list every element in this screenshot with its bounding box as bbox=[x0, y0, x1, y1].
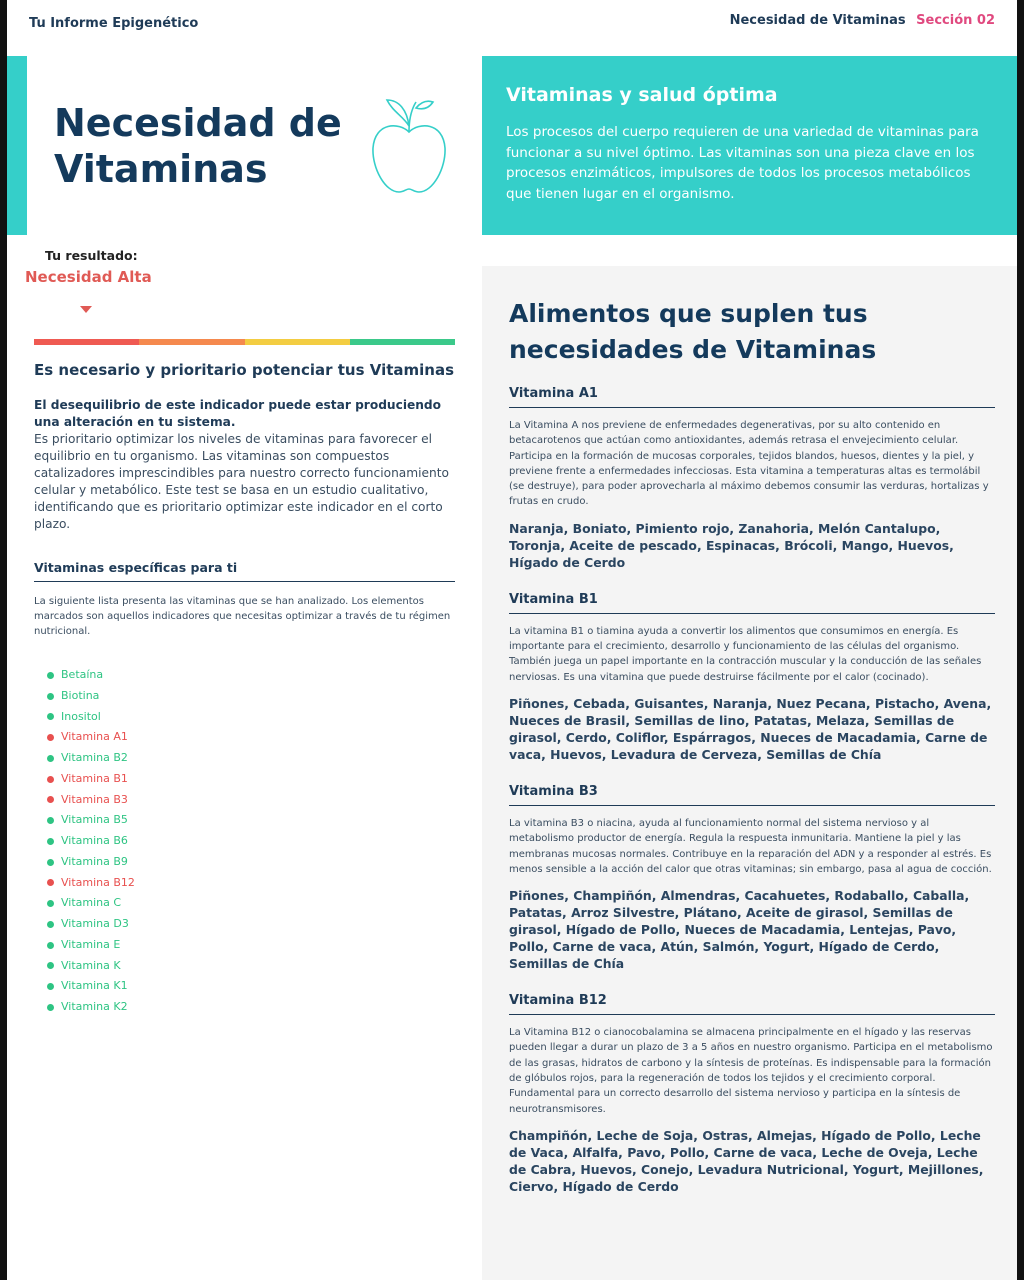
page-title: Necesidad de Vitaminas bbox=[54, 101, 342, 191]
vitamin-name: Vitamina C bbox=[61, 896, 122, 910]
status-dot-icon bbox=[47, 755, 54, 762]
vitamin-list-item bbox=[47, 997, 135, 1018]
food-section bbox=[509, 592, 995, 763]
section-name: Necesidad de Vitaminas bbox=[729, 13, 906, 28]
status-dot-icon bbox=[47, 879, 54, 886]
status-dot-icon bbox=[47, 817, 54, 824]
specific-title: Vitaminas específicas para ti bbox=[34, 560, 455, 582]
vitamin-name: Vitamina A1 bbox=[61, 730, 128, 744]
vitamin-list-item bbox=[47, 831, 135, 852]
vitamin-list-item bbox=[47, 893, 135, 914]
vitamin-name: Vitamina B5 bbox=[61, 813, 128, 827]
vitamin-list-item bbox=[47, 810, 135, 831]
hero-accent-bar bbox=[7, 56, 27, 235]
vitamin-name: Vitamina B12 bbox=[61, 875, 135, 889]
food-section-description: La vitamina B1 o tiamina ayuda a convertir los alimentos que consumimos en energía. Es importante para el crecimiento, desarrollo y funcionamiento de las células del organismo. También juega un papel importante en la contracción muscular y la conducción de las señales nerviosas. Es una vitamina que puede destruirse fácilmente por el calor (cocinado). bbox=[509, 625, 982, 683]
vitamin-list-item bbox=[47, 665, 135, 686]
food-section-title: Vitamina A1 bbox=[509, 386, 995, 408]
status-dot-icon bbox=[47, 672, 54, 679]
intro-heading: Vitaminas y salud óptima bbox=[506, 84, 778, 106]
intro-text: Los procesos del cuerpo requieren de una variedad de vitaminas para funcionar a su nivel óptimo. Las vitaminas son una pieza clave en los procesos enzimáticos, impulsores de todos los procesos metabólicos que tienen lugar en el organismo. bbox=[506, 124, 979, 202]
vitamin-name: Biotina bbox=[61, 688, 100, 702]
vitamin-name: Betaína bbox=[61, 668, 104, 681]
food-section-title: Vitamina B12 bbox=[509, 993, 995, 1015]
food-section-foods: Piñones, Cebada, Guisantes, Naranja, Nuez Pecana, Pistacho, Avena, Nueces de Brasil, Semillas de lino, Patatas, Melaza, Semillas de girasol, Cerdo, Coliflor, Espárragos, Nueces de Macadamia, Carne de vaca, Huevos, Levadura de Cerveza, Semillas de Chía bbox=[509, 695, 992, 762]
vitamin-name: Vitamina B1 bbox=[61, 771, 128, 785]
food-section-title: Vitamina B1 bbox=[509, 592, 995, 614]
food-section bbox=[509, 386, 995, 571]
food-section-foods: Champiñón, Leche de Soja, Ostras, Almejas, Hígado de Pollo, Leche de Vaca, Alfalfa, Pavo, Pollo, Carne de vaca, Leche de Oveja, Leche de Cabra, Huevos, Conejo, Levadura Nutricional, Yogurt, Mejillones, Ciervo, Hígado de Cerdo bbox=[509, 1127, 984, 1194]
vitamin-name: Vitamina B3 bbox=[61, 792, 128, 806]
section-indicator bbox=[730, 13, 995, 28]
vitamin-list-item bbox=[47, 873, 135, 894]
vitamin-name: Vitamina B2 bbox=[61, 751, 128, 764]
report-title: Tu Informe Epigenético bbox=[29, 16, 199, 31]
status-dot-icon bbox=[47, 713, 54, 720]
vitamin-list-item bbox=[47, 976, 135, 997]
status-dot-icon bbox=[47, 1004, 54, 1011]
food-section-description: La Vitamina B12 o cianocobalamina se almacena principalmente en el hígado y las reservas pueden llegar a durar un plazo de 3 a 5 años en nuestro organismo. Participa en el metabolismo de las grasas, hidratos de carbono y la síntesis de proteínas. Es indispensable para la formación de glóbulos rojos, para la regeneración de todos los tejidos y el crecimiento corporal. Fundamental para un correcto desarrollo del sistema nervioso y participa en la síntesis de neurotransmisores. bbox=[509, 1027, 993, 1115]
food-section-description: La vitamina B3 o niacina, ayuda al funcionamiento normal del sistema nervioso y al metabolismo productor de energía. Regula la respuesta inmunitaria. Mantiene la piel y las membranas mucosas normales. Contribuye en la reparación del ADN y a responder al estrés. Es menos sensible a la acción del calor que otras vitaminas; sin embargo, pasa al agua de cocción. bbox=[509, 817, 992, 875]
vitamin-list-item bbox=[47, 914, 135, 935]
result-value: Necesidad Alta bbox=[25, 268, 152, 286]
apple-icon bbox=[369, 96, 449, 196]
section-number: Sección 02 bbox=[916, 13, 995, 28]
vitamin-name: Vitamina K bbox=[61, 958, 121, 972]
vitamin-list-item bbox=[47, 769, 135, 790]
result-label: Tu resultado: bbox=[45, 248, 138, 263]
food-section bbox=[509, 993, 995, 1195]
food-section-foods: Naranja, Boniato, Pimiento rojo, Zanahoria, Melón Cantalupo, Toronja, Aceite de pescado, Espinacas, Brócoli, Mango, Huevos, Hígado de Cerdo bbox=[509, 520, 954, 570]
vitamin-list-item bbox=[47, 956, 135, 977]
status-dot-icon bbox=[47, 962, 54, 969]
food-sections bbox=[509, 386, 995, 1195]
result-scale bbox=[34, 339, 455, 345]
result-marker-icon bbox=[80, 306, 92, 313]
report-page bbox=[7, 0, 1017, 1280]
need-body-text: Es prioritario optimizar los niveles de vitaminas para favorecer el equilibrio en tu organismo. Las vitaminas son compuestos catalizadores imprescindibles para nuestro correcto funcionamiento celular y metabólico. Este test se basa en un estudio cualitativo, identificando que es prioritario optimizar este indicador en el corto plazo. bbox=[34, 432, 449, 531]
vitamin-name: Vitamina K2 bbox=[61, 1000, 128, 1013]
vitamin-list-item bbox=[47, 935, 135, 956]
status-dot-icon bbox=[47, 734, 54, 741]
vitamin-name: Vitamina B6 bbox=[61, 834, 128, 847]
status-dot-icon bbox=[47, 838, 54, 845]
need-title: Es necesario y prioritario potenciar tus Vitaminas bbox=[34, 361, 455, 379]
vitamin-name: Vitamina B9 bbox=[61, 854, 128, 868]
specific-description: La siguiente lista presenta las vitaminas que se han analizado. Los elementos marcados son aquellos indicadores que necesitas optimizar a través de tu régimen nutricional. bbox=[34, 596, 451, 637]
need-lead: El desequilibrio de este indicador puede estar produciendo una alteración en tu sistema. bbox=[34, 398, 442, 429]
status-dot-icon bbox=[47, 693, 54, 700]
vitamin-list-item bbox=[47, 748, 135, 769]
vitamin-list-item bbox=[47, 686, 135, 707]
food-section bbox=[509, 784, 995, 972]
vitamin-list-item bbox=[47, 727, 135, 748]
scale-segment bbox=[34, 339, 139, 345]
scale-segment bbox=[245, 339, 350, 345]
foods-panel bbox=[482, 266, 1017, 1280]
vitamin-list-item bbox=[47, 707, 135, 728]
status-dot-icon bbox=[47, 921, 54, 928]
status-dot-icon bbox=[47, 900, 54, 907]
status-dot-icon bbox=[47, 859, 54, 866]
vitamin-name: Vitamina E bbox=[61, 937, 121, 951]
intro-panel bbox=[482, 56, 1017, 235]
vitamin-name: Vitamina D3 bbox=[61, 917, 129, 930]
status-dot-icon bbox=[47, 776, 54, 783]
foods-title: Alimentos que suplen tus necesidades de Vitaminas bbox=[509, 299, 877, 364]
food-section-foods: Piñones, Champiñón, Almendras, Cacahuetes, Rodaballo, Caballa, Patatas, Arroz Silvestre, Plátano, Aceite de girasol, Semillas de girasol, Hígado de Pollo, Nueces de Macadamia, Lentejas, Pavo, Pollo, Carne de vaca, Atún, Salmón, Yogurt, Hígado de Cerdo, Semillas de Chía bbox=[509, 888, 970, 972]
status-dot-icon bbox=[47, 796, 54, 803]
vitamin-list bbox=[47, 665, 135, 1018]
scale-segment bbox=[139, 339, 244, 345]
status-dot-icon bbox=[47, 983, 54, 990]
vitamin-list-item bbox=[47, 790, 135, 811]
need-description bbox=[34, 397, 455, 533]
status-dot-icon bbox=[47, 942, 54, 949]
vitamin-list-item bbox=[47, 852, 135, 873]
scale-segment bbox=[350, 339, 455, 345]
vitamin-name: Vitamina K1 bbox=[61, 979, 128, 993]
food-section-description: La Vitamina A nos previene de enfermedades degenerativas, por su alto contenido en betacarotenos que actúan como antioxidantes, además retrasa el envejecimiento celular. Participa en la formación de mucosas corporales, tejidos blandos, huesos, dientes y la piel, y previene frente a enfermedades infecciosas. Esta vitamina a temperaturas altas es termolábil (se destruye), para poder aprovecharla al máximo debemos consumir las verduras, hortalizas y frutas en crudo. bbox=[509, 420, 989, 508]
vitamin-name: Inositol bbox=[61, 709, 101, 723]
food-section-title: Vitamina B3 bbox=[509, 784, 995, 806]
